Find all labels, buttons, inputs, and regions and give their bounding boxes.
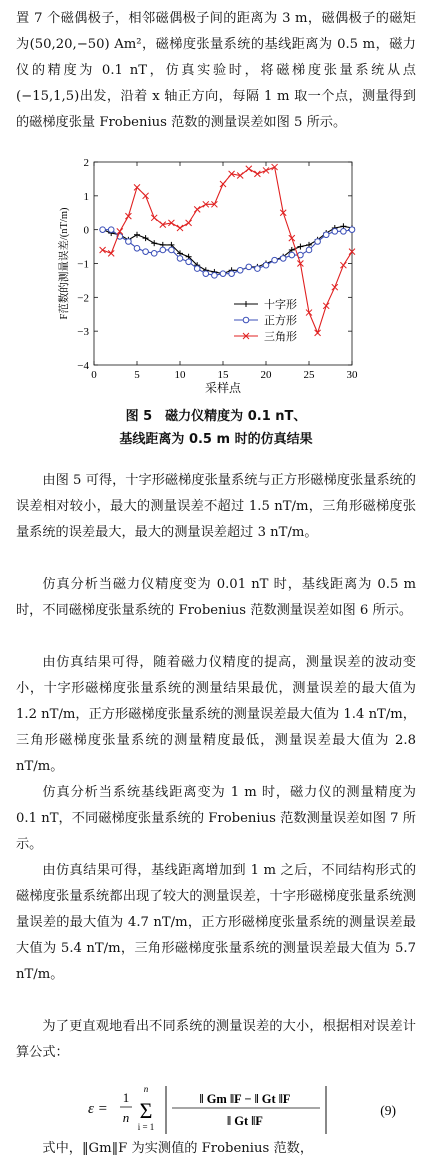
y-tick-label: −3 xyxy=(77,326,89,339)
paragraph-5: 由仿真结果可得，基线距离增加到 1 m 之后，不同结构形式的磁梯度张量系统都出现了较大的测量误差，十字形磁梯度张量系统测量误差的最大值为 4.7 nT/m，正方形磁梯度张量系统的测量误差最大值为 5.4 nT/m，三角形磁梯度张量系统的测量误差最大值为 5.7 nT/m。 xyxy=(16,863,416,982)
eq-sum-sign: Σ xyxy=(139,1098,153,1123)
equation-9 xyxy=(0,1080,432,1140)
x-tick-label: 10 xyxy=(174,369,186,381)
data-point xyxy=(108,227,114,233)
y-tick-label: 1 xyxy=(83,190,89,203)
eq-number: (9) xyxy=(380,1103,396,1118)
legend xyxy=(234,297,297,343)
data-point xyxy=(134,245,140,251)
data-point xyxy=(186,259,192,265)
y-tick-label: −2 xyxy=(77,292,89,305)
x-axis-label: 采样点 xyxy=(204,381,242,395)
data-point xyxy=(229,271,235,277)
legend-marker xyxy=(243,317,249,323)
data-point xyxy=(177,256,183,262)
data-point xyxy=(332,229,338,235)
data-point xyxy=(100,227,106,233)
paragraph-1: 由图 5 可得，十字形磁梯度张量系统与正方形磁梯度张量系统的误差相对较小，最大的测量误差不超过 1.5 nT/m，三角形磁梯度张量系统的误差最大，最大的测量误差超过 3 nT/m。 xyxy=(16,473,416,540)
data-point xyxy=(341,229,347,235)
x-tick-label: 0 xyxy=(91,369,97,381)
y-axis-label: F范数的测量误差/(nT/m) xyxy=(59,207,70,320)
data-point xyxy=(289,252,295,258)
figure-caption-line1: 图 5 磁力仪精度为 0.1 nT、 xyxy=(125,409,307,424)
eq-sum-top: n xyxy=(143,1084,149,1094)
x-tick-label: 30 xyxy=(346,369,358,381)
x-tick-label: 20 xyxy=(260,369,272,381)
series-line xyxy=(103,230,352,276)
data-point xyxy=(160,247,166,253)
data-point xyxy=(315,239,321,245)
data-point xyxy=(194,266,200,272)
data-point xyxy=(349,227,355,233)
data-point xyxy=(220,271,226,277)
paragraph-3: 由仿真结果可得，随着磁力仪精度的提高，测量误差的波动变小，十字形磁梯度张量系统的测量结果最优，测量误差的最大值为 1.2 nT/m，正方形磁梯度张量系统的测量误差最大值为 1.4 nT/m，三角形磁梯度张量系统的测量精度最低，测量误差最大值为 2.8 nT/m。 xyxy=(16,655,416,774)
eq-sum-bot: i = 1 xyxy=(137,1122,155,1132)
data-point xyxy=(255,266,261,272)
data-point xyxy=(323,232,329,238)
data-point xyxy=(237,267,243,273)
y-tick-label: 0 xyxy=(83,224,89,237)
data-point xyxy=(306,247,312,253)
paragraph-2: 仿真分析当磁力仪精度变为 0.01 nT 时，基线距离为 0.5 m 时，不同磁梯度张量系统的 Frobenius 范数测量误差如图 6 所示。 xyxy=(16,577,416,618)
x-tick-label: 15 xyxy=(217,369,229,381)
data-point xyxy=(126,239,132,245)
y-tick-label: 2 xyxy=(83,157,89,169)
y-tick-label: −4 xyxy=(77,360,89,372)
data-point xyxy=(169,247,175,253)
intro-paragraph: 置 7 个磁偶极子，相邻磁偶极子间的距离为 3 m，磁偶极子的磁矩为(50,20,−50) Am²，磁梯度张量系统的基线距离为 0.5 m，磁力仪的精度为 0.1 nT，仿真实验时，将磁梯度张量系统从点(−15,1,5)出发，沿着 x 轴正方向，每隔 1 m 取一个点，测量得到的磁梯度张量 Frobenius 范数的测量误差如图 5 所示。 xyxy=(16,11,416,130)
y-tick-label: −1 xyxy=(77,258,89,271)
eq-inner-num: ‖ Gm ‖F − ‖ Gt ‖F xyxy=(199,1092,291,1106)
legend-label: 正方形 xyxy=(264,315,297,327)
figure-caption-line2: 基线距离为 0.5 m 时的仿真结果 xyxy=(119,432,313,447)
x-tick-label: 5 xyxy=(134,369,140,381)
data-point xyxy=(272,257,278,263)
paragraph-7: 式中，‖Gm‖F 为实测值的 Frobenius 范数， xyxy=(42,1141,314,1156)
plot-frame xyxy=(94,162,352,365)
data-point xyxy=(143,249,149,255)
paragraph-6: 为了更直观地看出不同系统的测量误差的大小，根据相对误差计算公式： xyxy=(16,1019,416,1060)
figure-5-chart xyxy=(40,150,370,395)
x-tick-label: 25 xyxy=(303,369,315,381)
legend-label: 十字形 xyxy=(264,299,297,311)
legend-label: 三角形 xyxy=(264,331,297,343)
eq-frac-num: 1 xyxy=(122,1090,130,1105)
data-point xyxy=(280,256,286,262)
paragraph-4: 仿真分析当系统基线距离变为 1 m 时，磁力仪的测量精度为 0.1 nT，不同磁梯度张量系统的 Frobenius 范数测量误差如图 7 所示。 xyxy=(16,785,416,852)
eq-inner-den: ‖ Gt ‖F xyxy=(227,1114,263,1128)
eq-frac-den: n xyxy=(122,1110,130,1125)
data-point xyxy=(246,264,252,270)
data-point xyxy=(212,273,218,279)
data-point xyxy=(151,251,157,257)
data-point xyxy=(263,262,269,268)
eq-lhs: ε = xyxy=(88,1101,108,1117)
data-point xyxy=(203,271,209,277)
